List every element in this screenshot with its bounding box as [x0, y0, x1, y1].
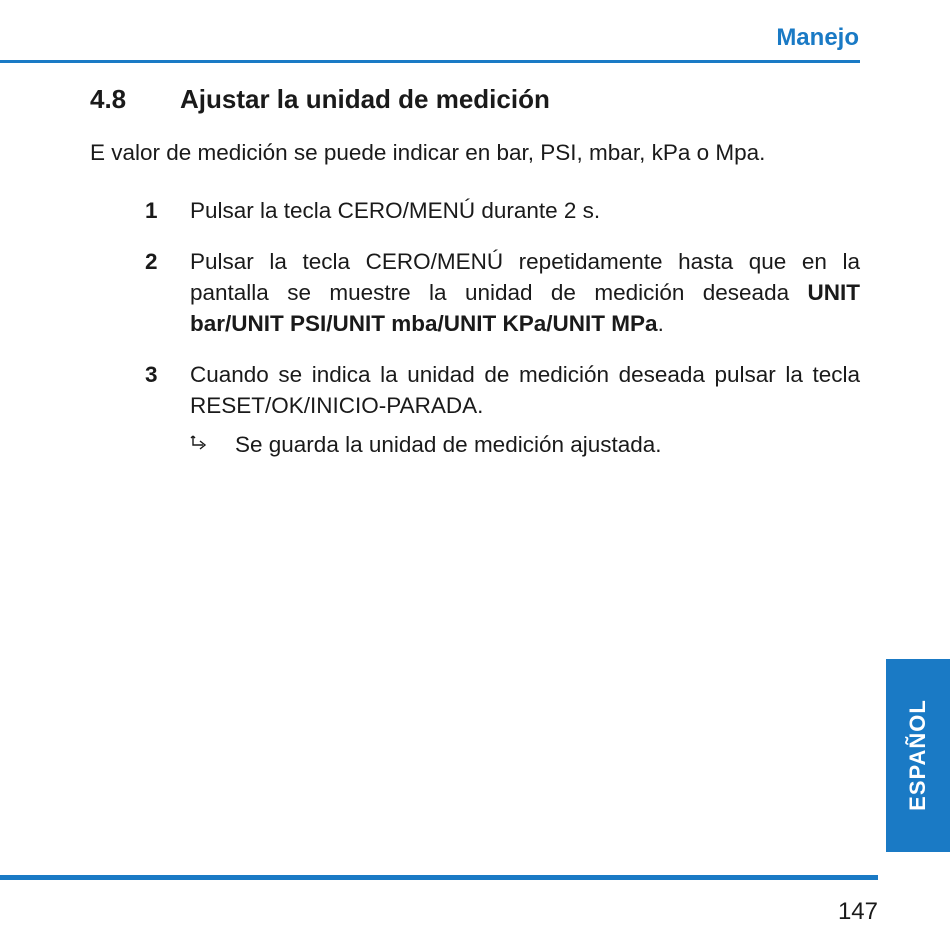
step-text: Cuando se indica la unidad de medición deseada pulsar la tecla RESET/OK/INICIO-PARADA. — [190, 362, 860, 418]
step-item — [145, 246, 860, 339]
step-units-bold: UNIT bar/UNIT PSI/UNIT mba/UNIT KPa/UNIT MPa — [190, 280, 860, 336]
step-number: 2 — [145, 249, 158, 274]
section-number: 4.8 — [90, 84, 127, 114]
step-item — [145, 195, 860, 226]
language-tab-label: ESPAÑOL — [905, 699, 930, 811]
step-text: Pulsar la tecla CERO/MENÚ repetidamente hasta que en la pantalla se muestre la unidad de medición deseada — [190, 249, 860, 305]
intro-paragraph: E valor de medición se puede indicar en bar, PSI, mbar, kPa o Mpa. — [90, 140, 766, 165]
section-heading — [90, 84, 550, 115]
step-number: 1 — [145, 198, 158, 223]
step-number: 3 — [145, 362, 158, 387]
step-item — [145, 359, 860, 421]
result-arrow-icon — [190, 429, 235, 453]
result-text: Se guarda la unidad de medición ajustada. — [235, 432, 662, 457]
header-divider — [0, 60, 860, 63]
result-line — [145, 429, 860, 460]
step-suffix: . — [657, 311, 664, 336]
step-text: Pulsar la tecla CERO/MENÚ durante 2 s. — [190, 198, 601, 223]
page-header-title: Manejo — [776, 24, 859, 51]
steps-list — [145, 195, 860, 460]
language-tab — [886, 659, 950, 852]
section-title: Ajustar la unidad de medición — [180, 84, 550, 114]
page-number: 147 — [837, 898, 878, 925]
step-text-container — [190, 246, 860, 339]
footer-divider — [0, 875, 878, 880]
